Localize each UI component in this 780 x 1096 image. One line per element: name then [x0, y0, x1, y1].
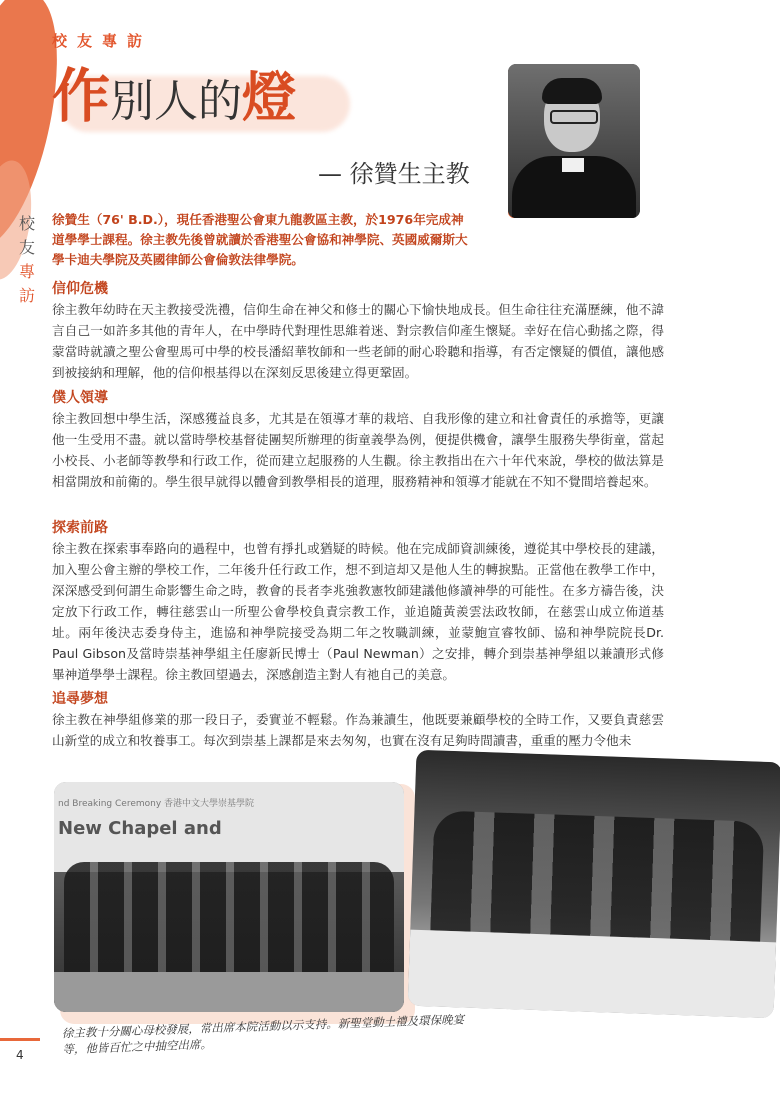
groundbreaking-photo	[54, 782, 404, 1012]
section-heading: 探索前路	[52, 520, 108, 536]
page-title	[52, 62, 297, 132]
section-text: 徐主教回想中學生活，深感獲益良多，尤其是在領導才華的栽培、自我形像的建立和社會責任的承擔等，更讓他一生受用不盡。就以當時學校基督徒團契所辦理的街童義學為例，便提供機會，讓學生服務失學街童，當起小校長、小老師等教學和行政工作，從而建立起服務的人生觀。徐主教指出在六十年代來說，學校的做法算是相當開放和前衛的。學生很早就得以體會到教學相長的道理，服務精神和領導才能就在不知不覺間培養起來。	[52, 411, 664, 489]
photo-banner-text: nd Breaking Ceremony 香港中文大學崇基學院	[58, 799, 255, 809]
title-char-2: 燈	[242, 66, 297, 129]
section-heading: 追尋夢想	[52, 691, 108, 707]
intro-paragraph: 徐贊生（76' B.D.），現任香港聖公會東九龍教區主教，於1976年完成神道學學士課程。徐主教先後曾就讀於香港聖公會協和神學院、英國威爾斯大學卡迪夫學院及英國律師公會倫敦法律學院。	[52, 212, 468, 267]
title-char-1: 作	[52, 62, 111, 130]
portrait-photo	[508, 64, 640, 218]
section-text: 徐主教年幼時在天主教接受洗禮，信仰生命在神父和修士的關心下愉快地成長。但生命往往充滿歷練，他不諱言自己一如許多其他的青年人，在中學時代對理性思維着迷、對宗教信仰產生懷疑。幸好在信心動搖之際，得蒙當時就讀之聖公會聖馬可中學的校長潘紹華牧師和一些老師的耐心聆聽和指導，有否定懷疑的價值，讓他感到被接納和理解，他的信仰根基得以在深刻反思後建立得更鞏固。	[52, 302, 664, 380]
section-tag: 校友專訪	[52, 32, 153, 50]
section-heading: 僕人領導	[52, 390, 108, 406]
page-subtitle: — 徐贊生主教	[318, 160, 470, 188]
section-heading: 信仰危機	[52, 281, 108, 297]
side-tag	[16, 212, 38, 308]
section-text: 徐主教在探索事奉路向的過程中，也曾有掙扎或猶疑的時候。他在完成師資訓練後，遵從其中學校長的建議，加入聖公會主辦的學校工作，二年後升任行政工作，想不到這却又是他人生的轉捩點。正當他在教學工作中，深深感受到何謂生命影響生命之時，教會的長者李兆強教憲牧師建議他修讀神學的可能性。在多方禱告後，決定放下行政工作，轉往慈雲山一所聖公會學校負責宗教工作，並追隨黃羨雲法政牧師，在慈雲山成立佈道基址。兩年後決志委身侍主，進協和神學院接受為期二年之牧職訓練，並蒙鮑宣睿牧師、協和神學院院長Dr. Paul Gibson及當時崇基神學組主任廖新民博士（Paul Newman）之安排，轉介到崇基神學組以兼讀形式修畢神道學學士課程。徐主教回望過去，深感創造主對人有祂自己的美意。	[52, 541, 664, 682]
dinner-photo	[408, 750, 780, 1019]
side-tag-char: 校	[18, 214, 35, 233]
side-tag-char: 訪	[18, 286, 35, 305]
page-number-bar	[0, 1038, 40, 1041]
side-tag-char: 專	[18, 262, 35, 281]
page-number: 4	[16, 1048, 24, 1062]
photo-banner-text-2: New Chapel and	[58, 818, 222, 839]
photo-caption: 徐主教十分關心母校發展，常出席本院活動以示支持。新聖堂動土禮及環保晚宴等，他皆百忙之中抽空出席。	[61, 1012, 465, 1057]
side-tag-char: 友	[18, 238, 35, 257]
section-text: 徐主教在神學組修業的那一段日子，委實並不輕鬆。作為兼讀生，他既要兼顧學校的全時工作，又要負責慈雲山新堂的成立和牧養事工。每次到崇基上課都是來去匆匆，也實在沒有足夠時間讀書，重重的壓力令他未	[52, 712, 664, 748]
title-middle: 別人的	[110, 76, 243, 127]
